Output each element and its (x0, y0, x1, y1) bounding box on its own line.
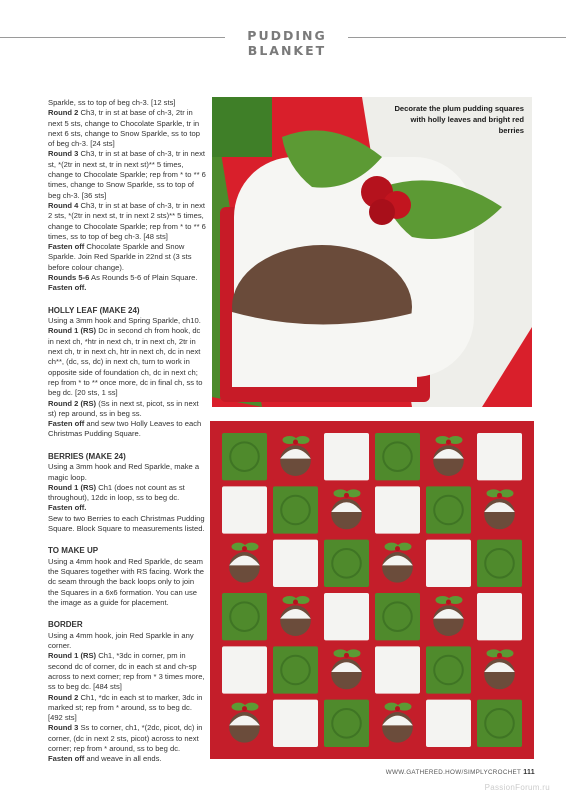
pattern-text-column (48, 98, 206, 765)
green-square (273, 646, 318, 693)
green-square (477, 540, 522, 587)
white-square (426, 540, 471, 587)
berry-icon (446, 440, 451, 445)
border-fasten: Fasten off and weave in all ends. (48, 754, 162, 764)
green-square (324, 700, 369, 747)
watermark: PassionForum.ru (484, 783, 550, 792)
berries-heading: BERRIES (MAKE 24) (48, 451, 126, 461)
white-square (222, 486, 267, 533)
border-round-2: Round 2 Ch1, *dc in each st to marker, 3dc in marked st; rep from * around, ss to beg dc. [492 sts] (48, 692, 203, 723)
border-round-3: Round 3 Ss to corner, ch1, *(2dc, picot, dc) in corner, (dc in next 2 sts, picot) across to next corner; rep from * around, ss to beg dc. (48, 723, 203, 754)
berry-icon (344, 493, 349, 498)
white-square (222, 646, 267, 693)
holly-heading: HOLLY LEAF (MAKE 24) (48, 305, 140, 315)
berry-icon (395, 706, 400, 711)
berry-icon (293, 440, 298, 445)
pudding-round-2: Round 2 Ch3, tr in st at base of ch-3, 2tr in next 5 sts, change to Chocolate Sparkle, tr in next 6 sts, change to Snow Sparkle, ss to top of beg ch-3. [24 sts] (48, 108, 200, 149)
green-square (222, 593, 267, 640)
pudding-round-4: Round 4 Ch3, tr in st at base of ch-3, tr in next 2 sts, *(2tr in next st, tr in next 2 sts)** 5 times, change to Chocolate Sparkle; rep from * to ** 6 times, ss to top of beg ch-3. [48 sts] (48, 200, 206, 241)
green-square (273, 486, 318, 533)
green-square (375, 593, 420, 640)
page-number: 111 (523, 769, 535, 776)
green-square (426, 486, 471, 533)
white-square (477, 593, 522, 640)
blanket-illustration (210, 421, 534, 759)
photo-caption: Decorate the plum pudding squares with holly leaves and bright red berries (394, 104, 524, 135)
berries-sew: Sew to two Berries to each Christmas Pudding Square. Block Square to measurements listed. (48, 513, 205, 533)
pudding-final-fasten: Fasten off. (48, 283, 87, 293)
berries-intro: Using a 3mm hook and Red Sparkle, make a magic loop. (48, 462, 200, 482)
pudding-square-closeup-photo (212, 97, 532, 407)
berry-icon (344, 653, 349, 658)
berry-icon (497, 653, 502, 658)
white-square (375, 486, 420, 533)
berry-icon (242, 706, 247, 711)
green-square (477, 700, 522, 747)
white-square (324, 433, 369, 480)
page-title: PUDDING BLANKET (247, 28, 327, 58)
berries-fasten: Fasten off. (48, 503, 87, 513)
green-square (222, 433, 267, 480)
white-square (477, 433, 522, 480)
berry-icon (395, 546, 400, 551)
border-heading: BORDER (48, 620, 83, 630)
footer-url: WWW.GATHERED.HOW/SIMPLYCROCHET (385, 769, 522, 776)
holly-round-1: Round 1 (RS) Dc in second ch from hook, dc in next ch, *htr in next ch, tr in next ch, 2tr in next ch, tr in next ch, htr in next ch, dc in next ch**, (dc, ss, dc) in next ch, turn to work in opposite side of foundation ch, dc in next ch; rep from * to ** once more, dc in final ch, ss to beg dc. [20 sts, 1 ss] (48, 326, 203, 398)
header-rule-right (348, 37, 566, 38)
border-intro: Using a 4mm hook, join Red Sparkle in any corner. (48, 630, 194, 651)
blanket-photo (210, 421, 534, 759)
make-up-text: Using a 4mm hook and Red Sparkle, dc seam the Squares together with RS facing. Work the dc seam through the back loops only to join the Squares in a 6x6 formation. You can use the image as a guide for placement. (48, 556, 205, 607)
page-footer (330, 769, 535, 776)
header-rule-left (0, 37, 225, 38)
white-square (375, 646, 420, 693)
page-header (0, 0, 566, 58)
berries-round-1: Round 1 (RS) Ch1 (does not count as st throughout), 12dc in loop, ss to beg dc. (48, 482, 185, 503)
berry-icon (293, 600, 298, 605)
white-square (273, 540, 318, 587)
round-intro-continued: Sparkle, ss to top of beg ch-3. [12 sts] (48, 98, 176, 107)
pudding-round-3: Round 3 Ch3, tr in st at base of ch-3, tr in next st, *(2tr in next st, tr in next st)** 5 times, change to Chocolate Sparkle; rep from * to ** 6 times, change to Snow Sparkle, ss to top of beg ch-3. [36 sts] (48, 149, 206, 200)
berry-icon (242, 546, 247, 551)
berry-icon (497, 493, 502, 498)
closeup-illustration (212, 97, 532, 407)
pudding-rounds-5-6: Rounds 5-6 As Rounds 5-6 of Plain Square. (48, 273, 198, 283)
berry-icon (446, 600, 451, 605)
holly-intro: Using a 3mm hook and Spring Sparkle, ch10. (48, 316, 201, 326)
green-square (426, 646, 471, 693)
green-square (375, 433, 420, 480)
make-up-heading: TO MAKE UP (48, 546, 99, 556)
holly-round-2: Round 2 (RS) (Ss in next st, picot, ss in next st) rep around, ss in beg ss. (48, 398, 199, 418)
border-round-1: Round 1 (RS) Ch1, *3dc in corner, pm in second dc of corner, dc in each st and ch-sp across to next corner; rep from * 3 times more, ss to beg dc. [484 sts] (48, 651, 205, 692)
white-square (426, 700, 471, 747)
pudding-fasten-off: Fasten off Chocolate Sparkle and Snow Sparkle. Join Red Sparkle in 22nd st (3 sts before colour change). (48, 242, 192, 272)
white-square (273, 700, 318, 747)
holly-fasten: Fasten off and sew two Holly Leaves to each Christmas Pudding Square. (48, 419, 202, 439)
green-square (324, 540, 369, 587)
white-square (324, 593, 369, 640)
